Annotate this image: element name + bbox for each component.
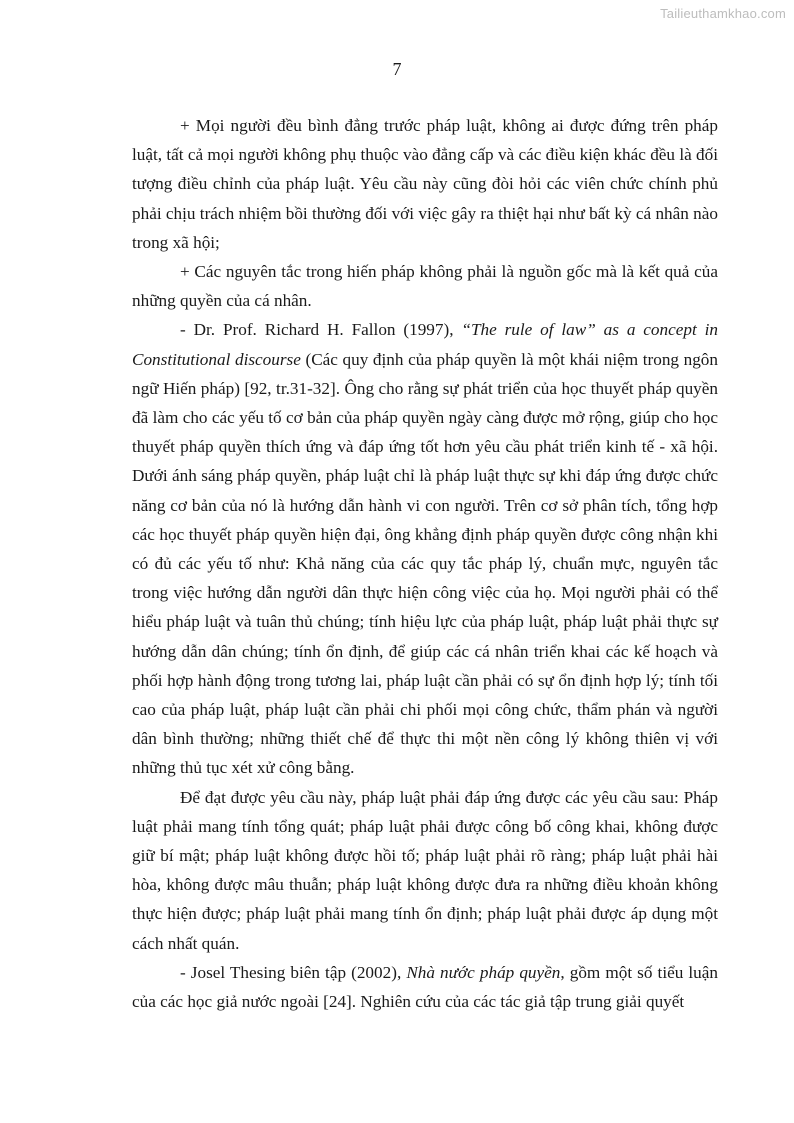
paragraph-equality: + Mọi người đều bình đẳng trước pháp luật, không ai được đứng trên pháp luật, tất cả mọi người không phụ thuộc vào đẳng cấp và các điều kiện khác đều là đối tượng điều chỉnh của pháp luật. Yêu cầu này cũng đòi hỏi các viên chức chính phủ phải chịu trách nhiệm bồi thường đối với việc gây ra thiệt hại như bất kỳ cá nhân nào trong xã hội; bbox=[132, 116, 718, 252]
fallon-title: “The rule of law” as a concept in Constitutional discourse bbox=[132, 320, 718, 369]
fallon-text: (Các quy định của pháp quyền là một khái niệm trong ngôn ngữ Hiến pháp) [92, tr.31-32]. Ông cho rằng sự phát triển của học thuyết pháp quyền đã làm cho các yếu tố cơ bản của pháp quyền ngày càng được mở rộng, giúp cho học thuyết pháp quyền thích ứng và đáp ứng tốt hơn yêu cầu phát triển kinh tế - xã hội. Dưới ánh sáng pháp quyền, pháp luật chỉ là pháp luật thực sự khi đáp ứng được chức năng cơ bản của nó là hướng dẫn hành vi con người. Trên cơ sở phân tích, tổng hợp các học thuyết pháp quyền hiện đại, ông khẳng định pháp quyền được công nhận khi có đủ các yếu tố như: Khả năng của các quy tắc pháp lý, chuẩn mực, nguyên tắc trong việc hướng dẫn người dân thực hiện công việc của họ. Mọi người phải có thể hiểu pháp luật và tuân thủ chúng; tính hiệu lực của pháp luật, pháp luật phải thực sự hướng dẫn dân chúng; tính ổn định, để giúp các cá nhân triển khai các kế hoạch và phối hợp hành động trong tương lai, pháp luật cần phải có sự ổn định hợp lý; tính tối cao của pháp luật, pháp luật cần phải chi phối mọi công chức, thẩm phán và người dân bình thường; những thiết chế để thực thi một nền công lý không thiên vị với những thủ tục xét xử công bằng. bbox=[132, 349, 718, 778]
fallon-lead: - Dr. Prof. Richard H. Fallon (1997), bbox=[180, 320, 462, 340]
paragraph-thesing bbox=[132, 958, 718, 1016]
page-number: 7 bbox=[392, 59, 402, 79]
paragraph-fallon bbox=[132, 315, 718, 782]
watermark-text: Tailieuthamkhao.com bbox=[660, 6, 786, 21]
document-body bbox=[132, 111, 718, 1016]
paragraph-constitution-principles: + Các nguyên tắc trong hiến pháp không phải là nguồn gốc mà là kết quả của những quyền của cá nhân. bbox=[132, 262, 718, 311]
thesing-text: , gồm một số tiểu luận của các học giả nước ngoài [24]. Nghiên cứu của các tác giả tập trung giải quyết bbox=[132, 962, 718, 1012]
thesing-title: Nhà nước pháp quyền bbox=[406, 962, 561, 982]
paragraph-requirements: Để đạt được yêu cầu này, pháp luật phải đáp ứng được các yêu cầu sau: Pháp luật phải mang tính tổng quát; pháp luật phải được công bố công khai, không được giữ bí mật; pháp luật không được hồi tố; pháp luật phải rõ ràng; pháp luật phải hài hòa, không được mâu thuẫn; pháp luật không được đưa ra những điều khoản không thực hiện được; pháp luật phải mang tính ổn định; pháp luật phải được áp dụng một cách nhất quán. bbox=[132, 787, 718, 953]
thesing-lead: - Josel Thesing biên tập (2002), bbox=[180, 962, 407, 982]
